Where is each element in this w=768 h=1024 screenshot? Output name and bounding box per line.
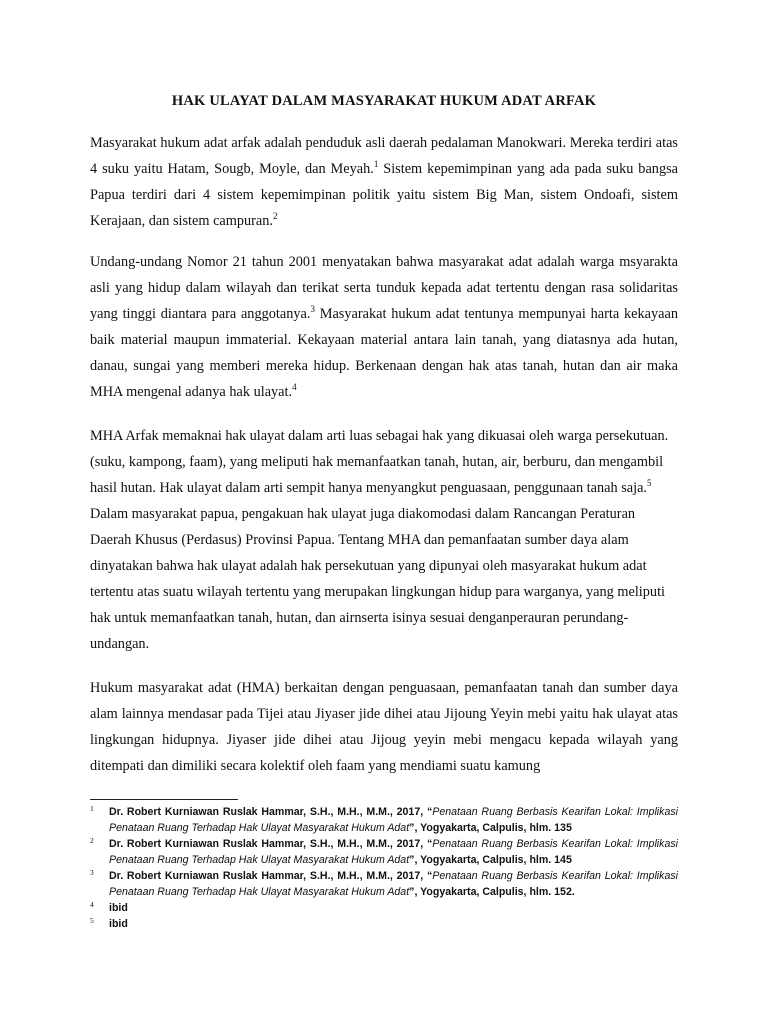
footnote-item <box>90 916 678 932</box>
footnote-ref-1[interactable]: 1 <box>373 159 379 170</box>
paragraph-1 <box>90 130 678 234</box>
paragraph-2-text-a: Undang-undang Nomor 21 tahun 2001 menyatakan bahwa masyarakat adat adalah warga msyarakta asli yang hidup dalam wilayah dan terikat serta tunduk kepada adat tertentu dengan rasa solidaritas yang tinggi diantara para anggotanya. <box>90 254 678 322</box>
footnote-author: Dr. Robert Kurniawan Ruslak Hammar, S.H., M.H., M.M., 2017, “ <box>109 870 433 882</box>
paragraph-2-text-b: Masyarakat hukum adat tentunya mempunyai harta kekayaan baik material maupun immaterial. Kekayaan material antara lain tanah, yang diatasnya ada hutan, danau, sungai yang memberi mereka hidup. Berkenaan dengan hak atas tanah, hutan dan air maka MHA mengenal adanya hak ulayat. <box>90 306 678 400</box>
footnote-work-title: Penataan Ruang Berbasis Kearifan Lokal: Implikasi Penataan Ruang Terhadap Hak Ulayat Masyarakat Hukum Adat <box>109 838 678 866</box>
footnote-ref-3[interactable]: 3 <box>310 304 315 315</box>
paragraph-1-text-b: Sistem kepemimpinan yang ada pada suku bangsa Papua terdiri dari 4 sistem kepemimpinan politik yaitu sistem Big Man, sistem Ondoafi, sistem Kerajaan, dan sistem campuran. <box>90 161 678 229</box>
footnote-publisher: ”, Yogyakarta, Calpulis, hlm. 152. <box>409 886 575 898</box>
footnote-ref-4[interactable]: 4 <box>292 382 297 393</box>
paragraph-3 <box>90 423 678 657</box>
paragraph-1-text-a: Masyarakat hukum adat arfak adalah penduduk asli daerah pedalaman Manokwari. Mereka terdiri atas 4 suku yaitu Hatam, Sougb, Moyle, dan Meyah. <box>90 135 678 177</box>
footnote-separator <box>90 799 238 800</box>
paragraph-4-text: Hukum masyarakat adat (HMA) berkaitan dengan penguasaan, pemanfaatan tanah dan sumber daya alam lainnya mendasar pada Tijei atau Jiyaser jide dihei atau Jijoung Yeyin mebi yaitu hak ulayat atas lingkungan hidupnya. Jiyaser jide dihei atau Jijoug yeyin mebi mengacu kepada wilayah yang ditempati dan dimiliki secara kolektif oleh faam yang mendiami suatu kamung <box>90 680 678 774</box>
footnote-ref-5[interactable]: 5 <box>647 478 652 489</box>
footnote-number: 5 <box>90 916 94 925</box>
footnote-number: 3 <box>90 868 94 877</box>
footnote-publisher: ”, Yogyakarta, Calpulis, hlm. 135 <box>409 822 572 834</box>
footnote-author: Dr. Robert Kurniawan Ruslak Hammar, S.H., M.H., M.M., 2017, “ <box>109 806 433 818</box>
footnote-ref-2[interactable]: 2 <box>273 211 278 222</box>
footnote-number: 2 <box>90 836 94 845</box>
paragraph-2 <box>90 249 678 405</box>
footnote-number: 1 <box>90 804 94 813</box>
footnote-item <box>90 900 678 916</box>
paragraph-3-text-a: MHA Arfak memaknai hak ulayat dalam arti luas sebagai hak yang dikuasai oleh warga persekutuan. (suku, kampong, faam), yang meliputi hak memanfaatkan tanah, hutan, air, berburu, dan mengambil hasil hutan. Hak ulayat dalam arti sempit hanya menyangkut penguasaan, penggunaan tanah saja. <box>90 428 669 496</box>
paragraph-3-text-b: Dalam masyarakat papua, pengakuan hak ulayat juga diakomodasi dalam Rancangan Peraturan Daerah Khusus (Perdasus) Provinsi Papua. Tentang MHA dan pemanfaatan sumber daya alam dinyatakan bahwa hak ulayat adalah hak persekutuan yang dipunyai oleh masyarakat hukum adat tertentu atas suatu wilayah tertentu yang merupakan lingkungan hidup para warganya, yang meliputi hak untuk memanfaatkan tanah, hutan, dan airnserta isinya sesuai denganperauran perundang-undangan. <box>90 506 666 652</box>
footnote-number: 4 <box>90 900 94 909</box>
footnote-item <box>90 836 678 868</box>
paragraph-4 <box>90 675 678 779</box>
footnote-work-title: Penataan Ruang Berbasis Kearifan Lokal: Implikasi Penataan Ruang Terhadap Hak Ulayat Masyarakat Hukum Adat <box>109 806 678 834</box>
footnote-ibid: ibid <box>109 902 128 914</box>
document-title: HAK ULAYAT DALAM MASYARAKAT HUKUM ADAT ARFAK <box>171 93 597 109</box>
footnote-publisher: ”, Yogyakarta, Calpulis, hlm. 145 <box>409 854 572 866</box>
footnote-ibid: ibid <box>109 918 128 930</box>
footnotes <box>90 804 678 932</box>
footnote-author: Dr. Robert Kurniawan Ruslak Hammar, S.H., M.H., M.M., 2017, “ <box>109 838 433 850</box>
footnote-work-title: Penataan Ruang Berbasis Kearifan Lokal: Implikasi Penataan Ruang Terhadap Hak Ulayat Masyarakat Hukum Adat <box>109 870 678 898</box>
footnote-item <box>90 804 678 836</box>
footnote-item <box>90 868 678 900</box>
